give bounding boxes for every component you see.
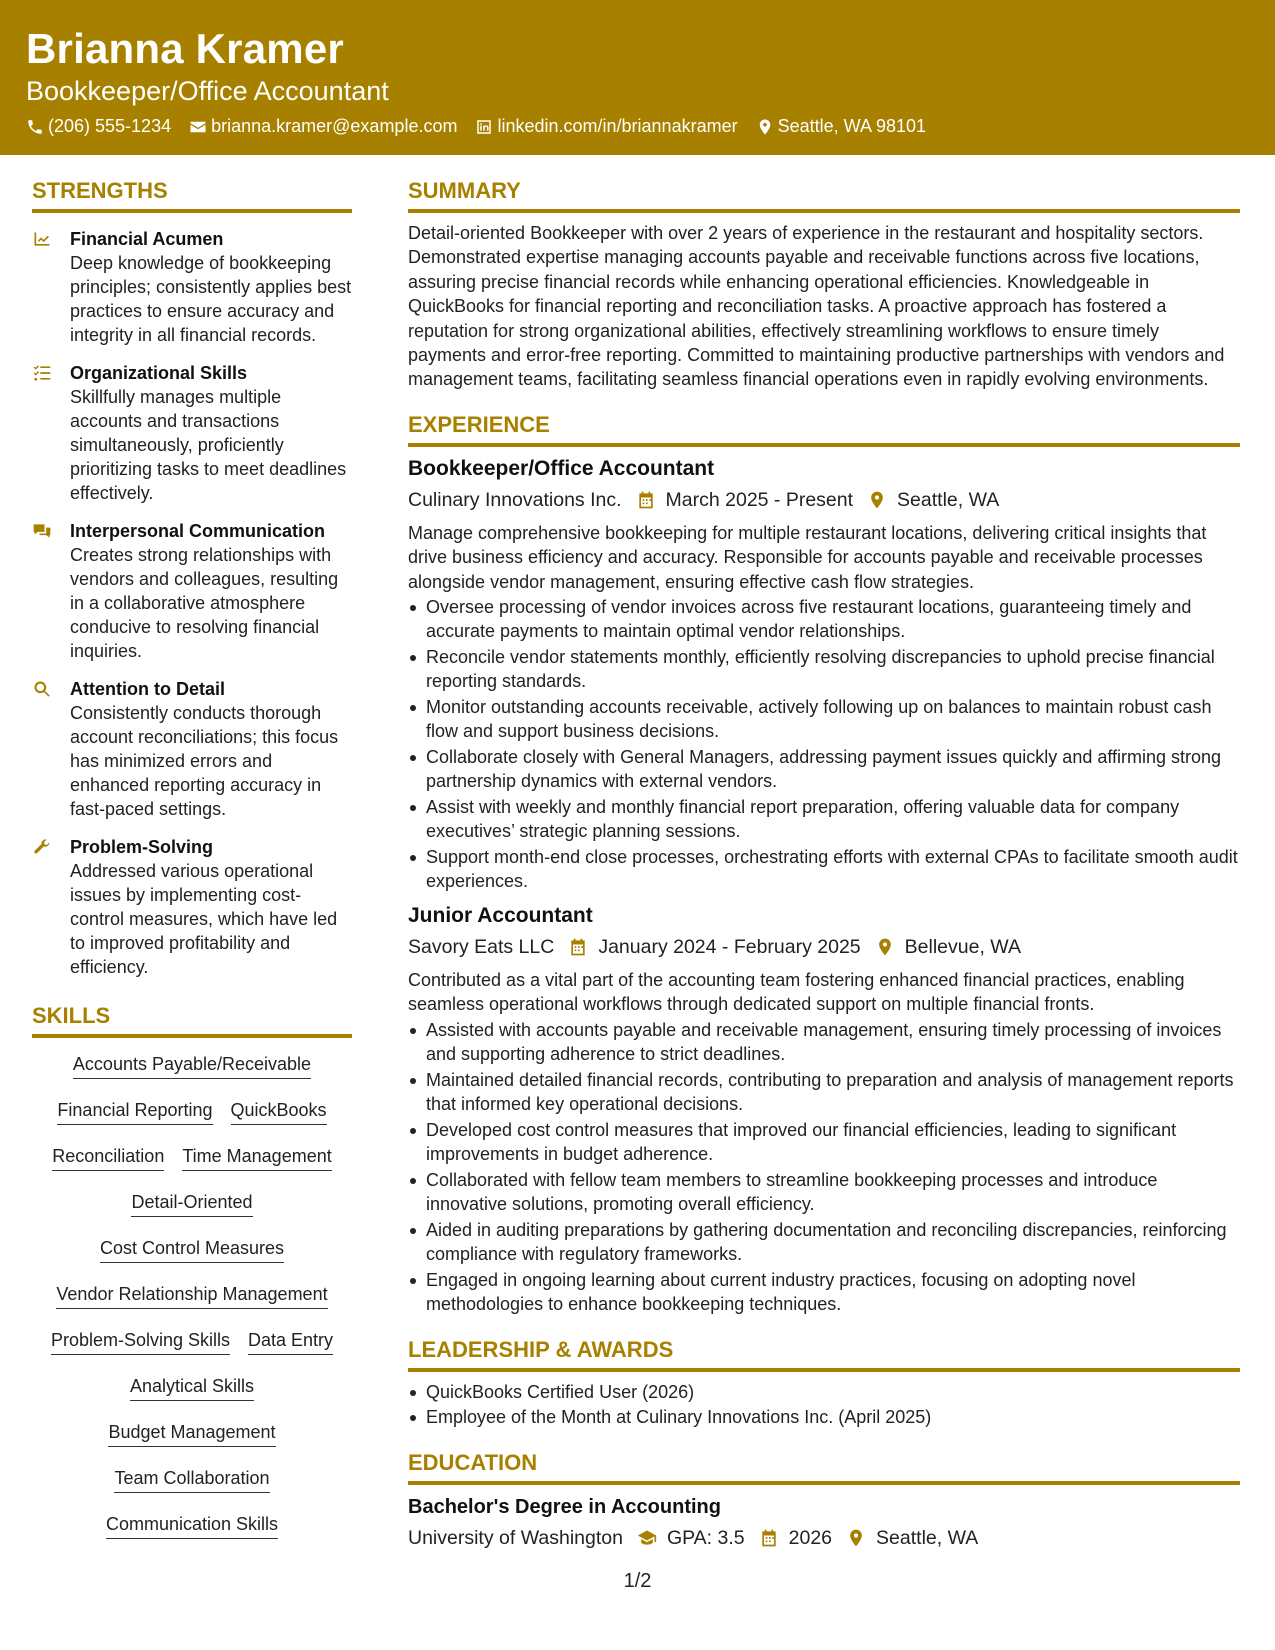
- skill-tag: Cost Control Measures: [100, 1236, 284, 1263]
- skills-heading: SKILLS: [32, 1001, 352, 1038]
- experience-heading: EXPERIENCE: [408, 410, 1240, 447]
- skills-list: [32, 1052, 352, 1558]
- skill-tag: Financial Reporting: [57, 1098, 212, 1125]
- job-title: Junior Accountant: [408, 903, 593, 927]
- envelope-icon: [189, 118, 207, 136]
- summary-text: Detail-oriented Bookkeeper with over 2 years of experience in the restaurant and hospitality sectors. Demonstrated expertise managing accounts payable and receivable functions across five locations, assuring precise financial records while enhancing operational efficiencies. Knowledgeable in QuickBooks for financial reporting and reconciliation tasks. A proactive approach has fostered a reputation for strong organizational abilities, effectively streamlining workflows to ensure timely payments and error-free reporting. Committed to maintaining productive partnerships with vendors and management teams, facilitating seamless financial operations even in rapidly evolving environments.: [408, 223, 1225, 390]
- job-location: Seattle, WA: [897, 488, 1000, 511]
- bullet-item: Developed cost control measures that improved our financial efficiencies, leading to significant improvements in budget adherence.: [408, 1118, 1240, 1167]
- strength-item: [32, 361, 352, 505]
- job-meta: [408, 932, 1240, 962]
- strength-title: Problem-Solving: [70, 837, 214, 857]
- skill-tag: Accounts Payable/Receivable: [73, 1052, 311, 1079]
- candidate-name: Brianna Kramer: [26, 25, 344, 72]
- bullet-item: Reconcile vendor statements monthly, efficiently resolving discrepancies to uphold precise financial reporting standards.: [408, 645, 1240, 694]
- strength-item: [32, 835, 352, 979]
- education-meta: [408, 1523, 1240, 1553]
- bullet-item: Assist with weekly and monthly financial report preparation, offering valuable data for company executives’ strategic planning sessions.: [408, 795, 1240, 844]
- bullet-item: Support month-end close processes, orchestrating efforts with external CPAs to facilitate smooth audit experiences.: [408, 845, 1240, 894]
- calendar-icon: [759, 1528, 779, 1548]
- right-column: [408, 176, 1240, 1553]
- bullet-item: Oversee processing of vendor invoices across five restaurant locations, guaranteeing timely and accurate payments to maintain optimal vendor relationships.: [408, 595, 1240, 644]
- job-dates: January 2024 - February 2025: [598, 935, 861, 958]
- job-description: Contributed as a vital part of the accounting team fostering enhanced financial practices, enabling seamless operational workflows through dedicated support on multiple financial fronts.: [408, 969, 1185, 1015]
- strength-item: [32, 677, 352, 821]
- phone-icon: [26, 118, 44, 136]
- skill-tag: QuickBooks: [231, 1098, 327, 1125]
- chart-line-icon: [32, 229, 52, 249]
- calendar-icon: [636, 490, 656, 510]
- contact-linkedin[interactable]: [475, 116, 737, 137]
- resume-header: [0, 0, 1275, 155]
- email-link[interactable]: brianna.kramer@example.com: [211, 116, 458, 136]
- calendar-icon: [568, 937, 588, 957]
- strength-desc: Skillfully manages multiple accounts and transactions simultaneously, proficiently prioritizing tasks to meet deadlines effectively.: [70, 387, 347, 503]
- degree-title: Bachelor's Degree in Accounting: [408, 1495, 721, 1518]
- strengths-heading: STRENGTHS: [32, 176, 352, 213]
- skill-tag: Data Entry: [248, 1328, 333, 1355]
- list-check-icon: [32, 363, 52, 383]
- map-pin-icon: [846, 1528, 866, 1548]
- job-meta: [408, 485, 1240, 515]
- skill-tag: Detail-Oriented: [131, 1190, 252, 1217]
- education-location: Seattle, WA: [876, 1526, 979, 1549]
- map-pin-icon: [867, 490, 887, 510]
- strength-title: Interpersonal Communication: [70, 521, 326, 541]
- contact-phone: [26, 116, 171, 137]
- skill-tag: Vendor Relationship Management: [56, 1282, 327, 1309]
- graduation-year: 2026: [788, 1526, 833, 1549]
- job-location: Bellevue, WA: [904, 935, 1021, 958]
- left-column: [32, 176, 352, 1558]
- job-dates: March 2025 - Present: [665, 488, 854, 511]
- map-pin-icon: [875, 937, 895, 957]
- school-name: University of Washington: [408, 1526, 623, 1549]
- skill-tag: Team Collaboration: [114, 1466, 269, 1493]
- strength-desc: Creates strong relationships with vendors and colleagues, resulting in a collaborative atmosphere conducive to resolving financial inquiries.: [70, 545, 339, 661]
- skill-tag: Time Management: [182, 1144, 331, 1171]
- leadership-list: [408, 1380, 1240, 1430]
- skill-tag: Budget Management: [108, 1420, 275, 1447]
- job-company: Savory Eats LLC: [408, 935, 555, 958]
- job-description: Manage comprehensive bookkeeping for multiple restaurant locations, delivering critical insights that drive business efficiency and accuracy. Responsible for accounts payable and receivable processes alongside vendor management, ensuring effective cash flow strategies.: [408, 522, 1207, 592]
- comments-icon: [32, 521, 52, 541]
- job-bullets: [408, 1018, 1240, 1317]
- search-icon: [32, 679, 52, 699]
- skill-tag: Communication Skills: [106, 1512, 278, 1539]
- page-number: 1/2: [623, 1570, 652, 1592]
- job-bullets: [408, 595, 1240, 894]
- job-entry: [408, 455, 1240, 894]
- candidate-title: Bookkeeper/Office Accountant: [26, 76, 389, 106]
- strength-title: Organizational Skills: [70, 363, 248, 383]
- contact-location: [756, 116, 926, 137]
- strength-item: [32, 227, 352, 347]
- bullet-item: Maintained detailed financial records, contributing to preparation and analysis of management reports that informed key operational decisions.: [408, 1068, 1240, 1117]
- strength-title: Financial Acumen: [70, 229, 224, 249]
- strength-desc: Addressed various operational issues by implementing cost-control measures, which have led to improved profitability and efficiency.: [70, 861, 338, 977]
- bullet-item: Collaborate closely with General Managers, addressing payment issues quickly and affirming strong partnership dynamics with external vendors.: [408, 745, 1240, 794]
- job-company: Culinary Innovations Inc.: [408, 488, 622, 511]
- linkedin-link[interactable]: linkedin.com/in/briannakramer: [497, 116, 738, 136]
- skill-tag: Analytical Skills: [130, 1374, 254, 1401]
- strength-desc: Deep knowledge of bookkeeping principles; consistently applies best practices to ensure accuracy and integrity in all financial records.: [70, 253, 352, 345]
- contact-email[interactable]: [189, 116, 457, 137]
- bullet-item: Monitor outstanding accounts receivable, actively following up on balances to maintain robust cash flow and support business decisions.: [408, 695, 1240, 744]
- gpa-text: GPA: 3.5: [666, 1526, 745, 1549]
- contact-bar: [26, 116, 1249, 137]
- location-text: Seattle, WA 98101: [777, 116, 927, 136]
- skill-tag: Reconciliation: [52, 1144, 164, 1171]
- bullet-item: Aided in auditing preparations by gathering documentation and reconciling discrepancies, reinforcing compliance with regulatory frameworks.: [408, 1218, 1240, 1267]
- strength-desc: Consistently conducts thorough account reconciliations; this focus has minimized errors and enhanced reporting accuracy in fast-paced settings.: [70, 703, 339, 819]
- bullet-item: Engaged in ongoing learning about current industry practices, focusing on adopting novel methodologies to enhance bookkeeping techniques.: [408, 1268, 1240, 1317]
- linkedin-icon: [475, 118, 493, 136]
- wrench-icon: [32, 837, 52, 857]
- summary-heading: SUMMARY: [408, 176, 1240, 213]
- bullet-item: Collaborated with fellow team members to streamline bookkeeping processes and introduce innovative solutions, promoting overall efficiency.: [408, 1168, 1240, 1217]
- map-pin-icon: [756, 118, 774, 136]
- strength-item: [32, 519, 352, 663]
- award-item: QuickBooks Certified User (2026): [408, 1380, 1240, 1404]
- leadership-heading: LEADERSHIP & AWARDS: [408, 1335, 1240, 1372]
- bullet-item: Assisted with accounts payable and receivable management, ensuring timely processing of invoices and supporting adherence to strict deadlines.: [408, 1018, 1240, 1067]
- award-item: Employee of the Month at Culinary Innovations Inc. (April 2025): [408, 1405, 1240, 1429]
- strength-title: Attention to Detail: [70, 679, 225, 699]
- graduation-cap-icon: [637, 1528, 657, 1548]
- phone-text: (206) 555-1234: [48, 116, 172, 136]
- job-title: Bookkeeper/Office Accountant: [408, 456, 715, 480]
- skill-tag: Problem-Solving Skills: [51, 1328, 230, 1355]
- job-entry: [408, 902, 1240, 1317]
- education-heading: EDUCATION: [408, 1448, 1240, 1485]
